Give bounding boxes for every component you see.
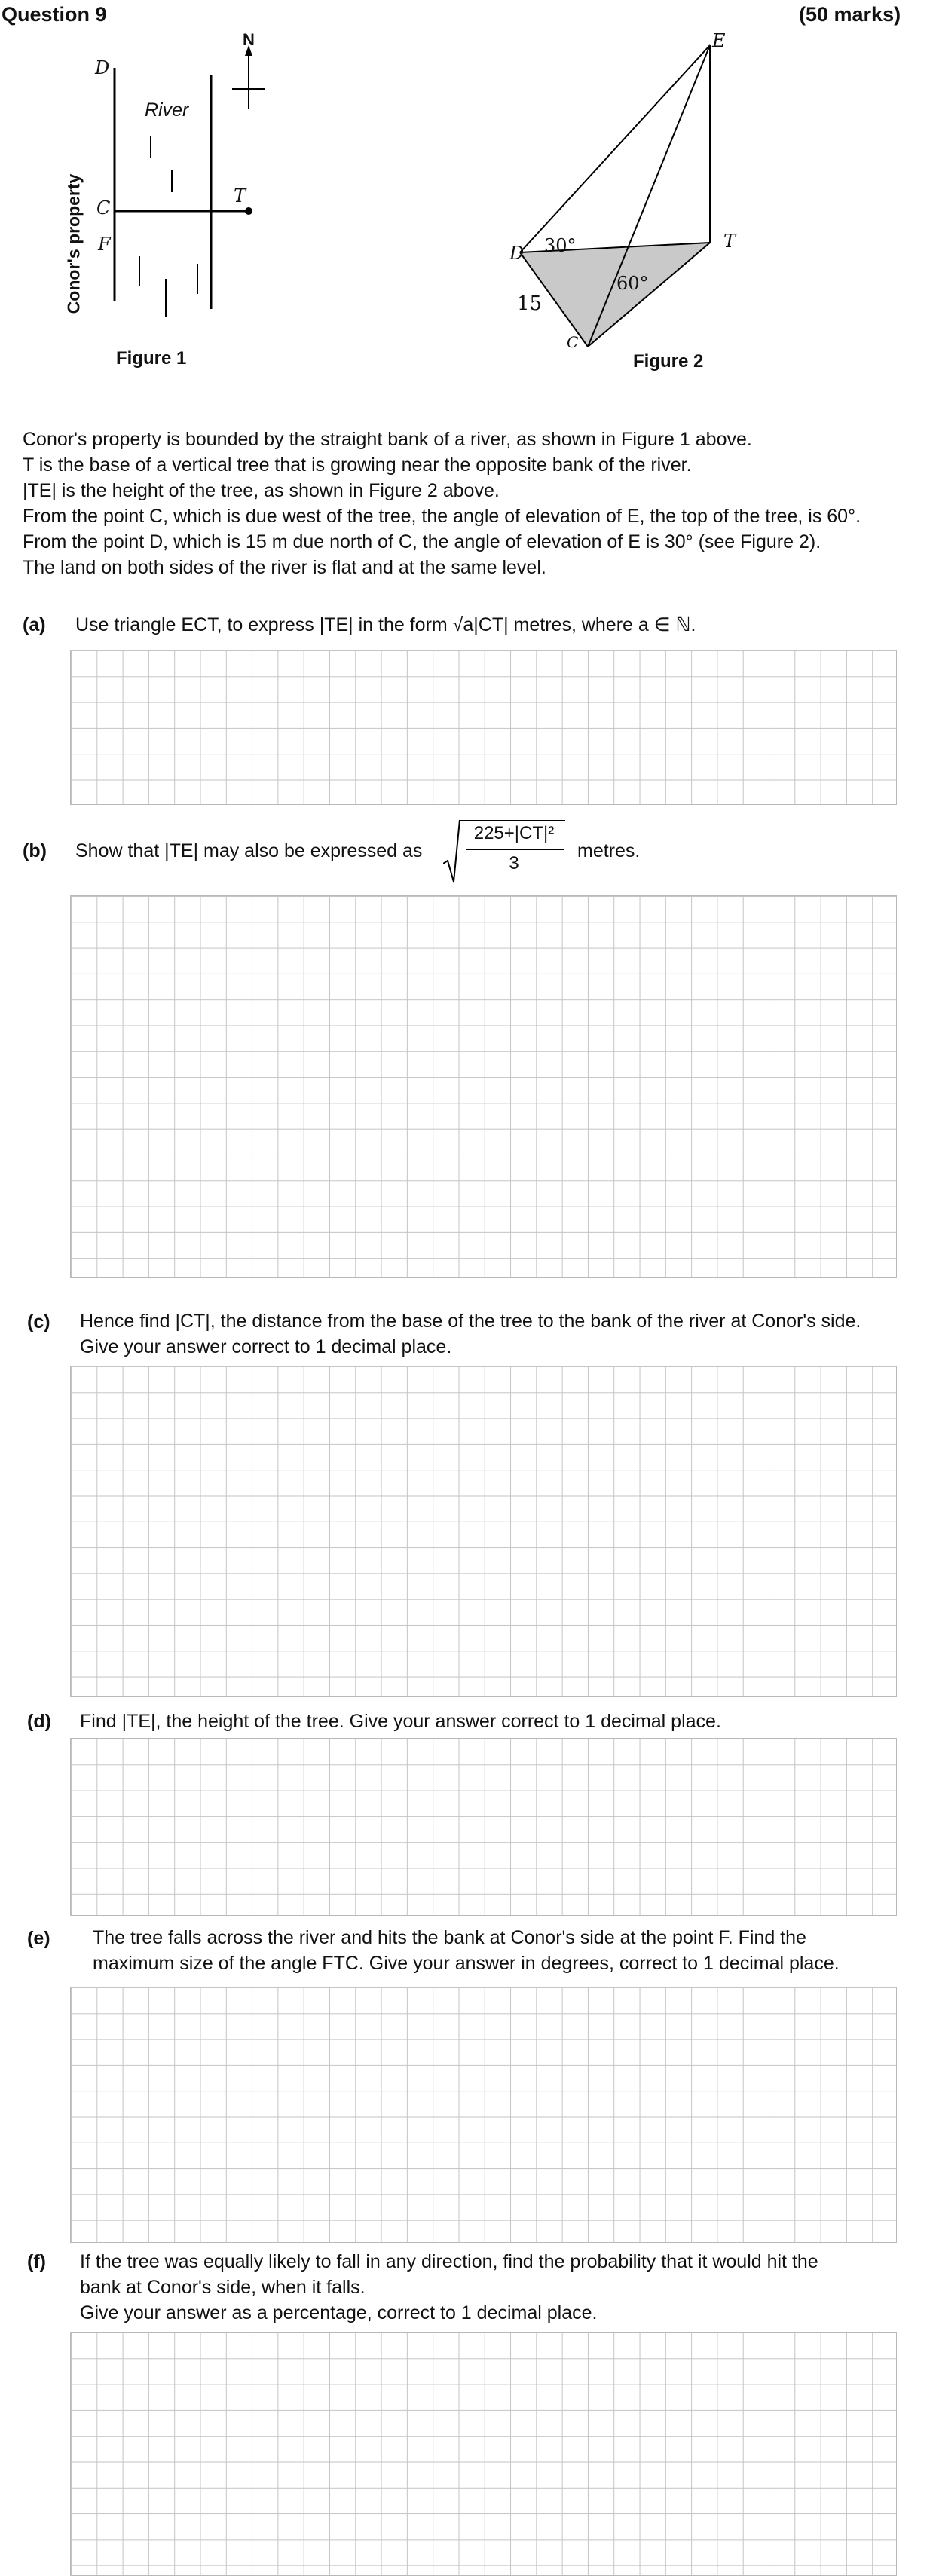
north-label: N: [243, 30, 255, 49]
part-e-label: (e): [27, 1928, 50, 1949]
answer-grid-e[interactable]: [70, 1987, 897, 2243]
point-t-label-fig2: T: [723, 231, 736, 252]
part-d-text: Find |TE|, the height of the tree. Give your answer correct to 1 decimal place.: [80, 1711, 721, 1732]
sqrt-expression: [443, 818, 571, 883]
angle-c-label: 60°: [616, 273, 649, 294]
marks-label: (50 marks): [799, 3, 901, 26]
part-f-label: (f): [27, 2251, 46, 2272]
point-d-label-fig1: D: [95, 57, 110, 78]
figure-1: [60, 30, 286, 369]
figure-1-caption: Figure 1: [116, 348, 187, 369]
question-title: Question 9: [2, 3, 107, 26]
part-a-text: Use triangle ECT, to express |TE| in the form √a|CT| metres, where a ∈ ℕ.: [75, 614, 696, 635]
part-b-label: (b): [23, 840, 47, 861]
river-label: River: [145, 99, 189, 121]
part-b-text-after: metres.: [577, 840, 641, 861]
intro-text: [23, 427, 919, 580]
figure-1-diagram: [60, 30, 286, 362]
conors-property-label: Conor's property: [63, 173, 84, 314]
part-f-line-2: bank at Conor's side, when it falls.: [80, 2277, 366, 2298]
part-f-line-1: If the tree was equally likely to fall in any direction, find the probability that it would hit the: [80, 2251, 818, 2272]
figure-2: [497, 30, 754, 377]
part-d-label: (d): [27, 1711, 51, 1732]
intro-line-3: |TE| is the height of the tree, as shown in Figure 2 above.: [23, 480, 500, 501]
part-c-line-1: Hence find |CT|, the distance from the base of the tree to the bank of the river at Conor's side.: [80, 1311, 861, 1332]
length-dc-label: 15: [517, 292, 543, 315]
part-a-label: (a): [23, 614, 46, 635]
part-c-label: (c): [27, 1311, 50, 1332]
part-c-line-2: Give your answer correct to 1 decimal place.: [80, 1336, 452, 1357]
part-e-line-2: maximum size of the angle FTC. Give your answer in degrees, correct to 1 decimal place.: [93, 1953, 840, 1974]
intro-line-1: Conor's property is bounded by the straight bank of a river, as shown in Figure 1 above.: [23, 429, 752, 450]
answer-grid-b[interactable]: [70, 895, 897, 1278]
intro-line-4: From the point C, which is due west of the tree, the angle of elevation of E, the top of the tree, is 60°.: [23, 506, 861, 527]
part-e-line-1: The tree falls across the river and hits the bank at Conor's side at the point F. Find the: [93, 1927, 806, 1948]
answer-grid-c[interactable]: [70, 1366, 897, 1697]
part-f-line-3: Give your answer as a percentage, correct to 1 decimal place.: [80, 2302, 598, 2324]
fraction-numerator: 225+|CT|²: [473, 823, 555, 843]
sqrt-sign: [443, 818, 460, 883]
figure-2-caption: Figure 2: [633, 351, 704, 372]
point-c-label-fig2: C: [567, 333, 579, 351]
figure-2-diagram: [497, 30, 754, 377]
point-t-label-fig1: T: [234, 185, 246, 207]
point-f-label-fig1: F: [98, 234, 111, 255]
angle-d-label: 30°: [544, 235, 577, 256]
answer-grid-d[interactable]: [70, 1738, 897, 1916]
point-d-label-fig2: D: [509, 243, 525, 264]
intro-line-5: From the point D, which is 15 m due north of C, the angle of elevation of E is 30° (see Figure 2).: [23, 531, 821, 552]
point-c-label-fig1: C: [96, 197, 111, 219]
answer-grid-a[interactable]: [70, 650, 897, 805]
point-e-label-fig2: E: [712, 30, 726, 51]
intro-line-2: T is the base of a vertical tree that is growing near the opposite bank of the river.: [23, 454, 692, 476]
answer-grid-f[interactable]: [70, 2332, 897, 2576]
part-b-text: Show that |TE| may also be expressed as: [75, 840, 423, 861]
intro-line-6: The land on both sides of the river is flat and at the same level.: [23, 557, 546, 578]
fraction-denominator: 3: [509, 853, 519, 873]
